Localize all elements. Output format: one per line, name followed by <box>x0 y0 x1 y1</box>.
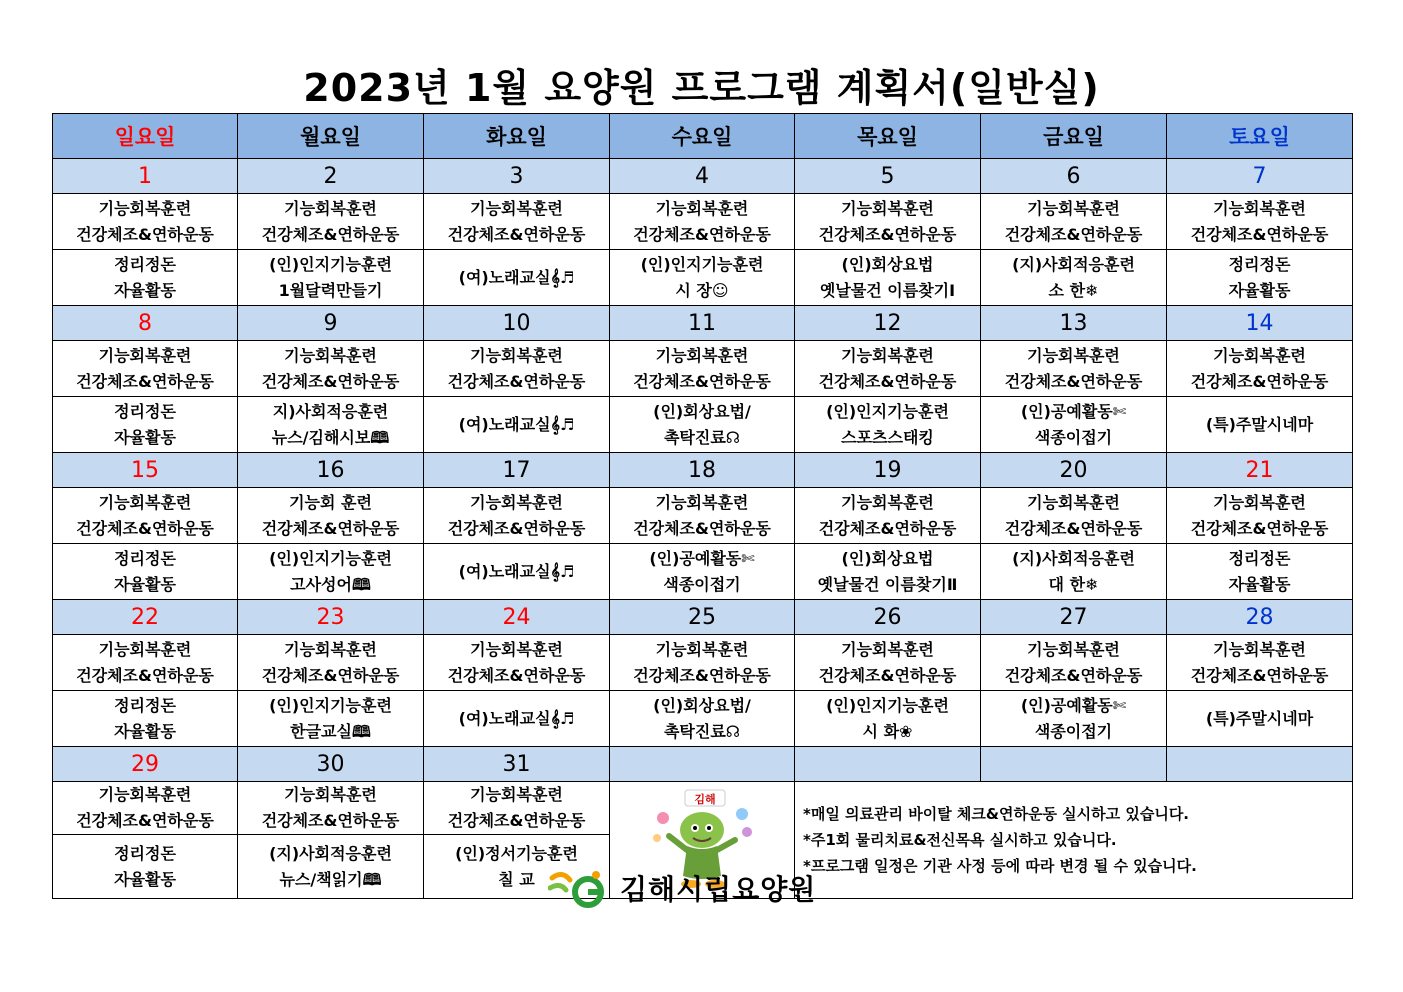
activity-cell-afternoon <box>424 397 610 453</box>
activity-line: (인)인지기능훈련 <box>826 695 949 715</box>
activity-cell-afternoon <box>610 397 795 453</box>
activity-line: 정리정돈 <box>114 254 176 274</box>
activity-line: 건강체조&연하운동 <box>261 371 400 391</box>
activity-line: 건강체조&연하운동 <box>447 371 586 391</box>
weekday-tuesday: 화요일 <box>424 114 610 159</box>
activity-cell-afternoon <box>1167 691 1353 747</box>
activity-cell-morning <box>610 194 795 250</box>
activity-line: (특)주말시네마 <box>1205 414 1314 434</box>
activity-cell-morning <box>981 488 1167 544</box>
activity-line: (여)노래교실𝄞♬ <box>458 708 575 728</box>
note-line: *주1회 물리치료&전신목욕 실시하고 있습니다. <box>803 831 1117 849</box>
activity-line: 1월달력만들기 <box>278 280 383 300</box>
activity-line: 촉탁진료☊ <box>663 427 741 447</box>
empty-date-cell <box>1167 747 1353 782</box>
activity-line: 기능회복훈련 <box>655 198 749 218</box>
date-cell: 14 <box>1167 306 1353 341</box>
date-cell: 9 <box>238 306 424 341</box>
date-cell: 28 <box>1167 600 1353 635</box>
activity-line: 자율활동 <box>1228 574 1291 594</box>
activity-cell-morning <box>795 341 981 397</box>
activity-line: 건강체조&연하운동 <box>1190 518 1329 538</box>
activity-line: 기능회복훈련 <box>470 492 563 512</box>
date-cell: 7 <box>1167 159 1353 194</box>
activity-line: 건강체조&연하운동 <box>1004 665 1143 685</box>
activity-line: 기능회복훈련 <box>655 639 749 659</box>
date-cell: 6 <box>981 159 1167 194</box>
date-cell: 30 <box>238 747 424 782</box>
date-row <box>53 600 1353 635</box>
activity-cell-morning <box>981 194 1167 250</box>
activity-cell-afternoon <box>238 691 424 747</box>
activity-line: 자율활동 <box>114 427 176 447</box>
activity-line: 한글교실🕮 <box>290 721 371 741</box>
calendar-table <box>52 113 1353 899</box>
weekday-thursday: 목요일 <box>795 114 981 159</box>
activity-line: 기능회복훈련 <box>284 639 377 659</box>
date-cell: 23 <box>238 600 424 635</box>
activity-line: 자율활동 <box>114 721 176 741</box>
activity-line: 기능회복훈련 <box>284 198 377 218</box>
activity-line: (인)공예활동✄ <box>1020 695 1127 715</box>
activity-line: 건강체조&연하운동 <box>1190 665 1329 685</box>
date-row <box>53 159 1353 194</box>
date-cell: 17 <box>424 453 610 488</box>
activity-line: 건강체조&연하운동 <box>818 665 957 685</box>
activity-cell-afternoon <box>53 397 238 453</box>
date-cell: 31 <box>424 747 610 782</box>
activity-line: 건강체조&연하운동 <box>818 224 957 244</box>
activity-line: 기능회복훈련 <box>98 492 192 512</box>
activity-line: 기능회복훈련 <box>1213 639 1306 659</box>
activity-cell-morning <box>610 635 795 691</box>
activity-line: 기능회복훈련 <box>841 345 934 365</box>
activity-line: 기능회복훈련 <box>1213 492 1306 512</box>
mascot-sign-text: 김해 <box>694 793 716 806</box>
activity-cell-morning <box>1167 194 1353 250</box>
activity-cell-afternoon <box>53 544 238 600</box>
activity-line: 소 한❄ <box>1048 280 1099 300</box>
empty-date-cell <box>610 747 795 782</box>
activity-line: 건강체조&연하운동 <box>633 665 771 685</box>
notes-cell <box>795 782 1353 899</box>
activity-line: 기능회복훈련 <box>470 785 563 804</box>
date-row <box>53 306 1353 341</box>
activity-line: 지)사회적응훈련 <box>272 401 389 421</box>
activity-line: (여)노래교실𝄞♬ <box>458 414 575 434</box>
date-cell: 1 <box>53 159 238 194</box>
date-cell: 8 <box>53 306 238 341</box>
activity-line: 자율활동 <box>114 280 176 300</box>
activity-cell-morning <box>795 194 981 250</box>
activity-line: 기능회복훈련 <box>841 492 934 512</box>
activity-line: 건강체조&연하운동 <box>447 518 586 538</box>
date-cell: 16 <box>238 453 424 488</box>
activity-line: 기능회복훈련 <box>1027 492 1120 512</box>
weekday-sunday: 일요일 <box>53 114 238 159</box>
activity-line: (인)인지기능훈련 <box>269 548 392 568</box>
activity-cell-morning <box>53 341 238 397</box>
activity-line: 기능회복훈련 <box>1027 198 1120 218</box>
date-cell: 22 <box>53 600 238 635</box>
activity-line: 건강체조&연하운동 <box>261 811 400 830</box>
activity-line: (인)공예활동✄ <box>649 548 755 568</box>
activity-cell-afternoon <box>795 691 981 747</box>
activity-line: (인)정서기능훈련 <box>455 843 578 863</box>
note-line: *프로그램 일정은 기관 사정 등에 따라 변경 될 수 있습니다. <box>803 857 1197 875</box>
activity-line: 자율활동 <box>1228 280 1291 300</box>
activity-line: (인)회상요법 <box>841 254 934 274</box>
activity-line: 정리정돈 <box>1228 548 1291 568</box>
activity-line: 건강체조&연하운동 <box>1004 371 1143 391</box>
activity-line: 옛날물건 이름찾기Ⅱ <box>817 574 958 594</box>
activity-cell-afternoon <box>53 691 238 747</box>
activity-line: (인)인지기능훈련 <box>269 695 392 715</box>
activity-cell-morning <box>610 488 795 544</box>
activity-line: (인)인지기능훈련 <box>269 254 392 274</box>
activity-cell-morning <box>424 341 610 397</box>
date-cell: 26 <box>795 600 981 635</box>
activity-line: 자율활동 <box>114 869 176 889</box>
activity-line: 기능회복훈련 <box>98 198 192 218</box>
activity-row <box>53 341 1353 397</box>
activity-cell-afternoon <box>238 544 424 600</box>
activity-line: 기능회복훈련 <box>1027 639 1120 659</box>
activity-cell-afternoon <box>981 397 1167 453</box>
weekday-saturday: 토요일 <box>1167 114 1353 159</box>
activity-line: 고사성어🕮 <box>290 574 371 594</box>
activity-cell-afternoon <box>1167 397 1353 453</box>
date-cell: 18 <box>610 453 795 488</box>
activity-line: 기능회복훈련 <box>98 785 192 804</box>
weekday-header-row <box>53 114 1353 159</box>
date-cell: 21 <box>1167 453 1353 488</box>
activity-line: 건강체조&연하운동 <box>447 224 586 244</box>
activity-line: 기능회복훈련 <box>470 345 563 365</box>
activity-line: 기능회복훈련 <box>470 639 563 659</box>
activity-line: 건강체조&연하운동 <box>818 371 957 391</box>
activity-line: 정리정돈 <box>1228 254 1291 274</box>
date-cell: 15 <box>53 453 238 488</box>
activity-line: 기능회복훈련 <box>1213 198 1306 218</box>
activity-line: 뉴스/책읽기🕮 <box>279 869 382 889</box>
activity-cell-morning <box>795 635 981 691</box>
activity-line: 색종이접기 <box>1034 427 1113 447</box>
activity-cell-morning <box>795 488 981 544</box>
activity-line: 기능회복훈련 <box>284 785 377 804</box>
activity-line: 건강체조&연하운동 <box>447 811 586 830</box>
activity-line: 건강체조&연하운동 <box>76 665 214 685</box>
activity-cell-morning <box>238 635 424 691</box>
activity-cell-afternoon <box>424 250 610 306</box>
activity-line: 건강체조&연하운동 <box>447 665 586 685</box>
gimhae-logo-icon <box>548 868 612 908</box>
activity-line: 건강체조&연하운동 <box>1004 224 1143 244</box>
activity-line: (여)노래교실𝄞♬ <box>458 267 575 287</box>
activity-cell-morning <box>424 782 610 835</box>
empty-date-cell <box>795 747 981 782</box>
activity-cell-afternoon <box>795 250 981 306</box>
activity-cell-morning <box>424 488 610 544</box>
activity-line: 건강체조&연하운동 <box>261 665 400 685</box>
date-cell: 24 <box>424 600 610 635</box>
activity-line: 정리정돈 <box>114 843 176 863</box>
activity-line: 기능회복훈련 <box>1027 345 1120 365</box>
empty-date-cell <box>981 747 1167 782</box>
activity-cell-afternoon <box>238 835 424 899</box>
activity-line: 시 장☺ <box>675 280 729 300</box>
activity-line: 건강체조&연하운동 <box>1004 518 1143 538</box>
activity-cell-afternoon <box>981 544 1167 600</box>
activity-cell-afternoon <box>424 691 610 747</box>
date-cell: 29 <box>53 747 238 782</box>
activity-line: (인)인지기능훈련 <box>826 401 949 421</box>
activity-row <box>53 635 1353 691</box>
date-cell: 12 <box>795 306 981 341</box>
activity-line: 기능회복훈련 <box>841 639 934 659</box>
activity-cell-afternoon <box>981 691 1167 747</box>
activity-cell-morning <box>981 635 1167 691</box>
activity-cell-morning <box>1167 341 1353 397</box>
date-cell: 20 <box>981 453 1167 488</box>
activity-line: 색종이접기 <box>1034 721 1113 741</box>
activity-cell-afternoon <box>53 835 238 899</box>
date-cell: 27 <box>981 600 1167 635</box>
activity-line: 기능회복훈련 <box>1213 345 1306 365</box>
weekday-wednesday: 수요일 <box>610 114 795 159</box>
activity-cell-morning <box>1167 635 1353 691</box>
activity-line: (지)사회적응훈련 <box>269 843 392 863</box>
activity-cell-morning <box>238 341 424 397</box>
activity-cell-afternoon <box>238 397 424 453</box>
activity-line: (특)주말시네마 <box>1205 708 1314 728</box>
activity-cell-afternoon <box>1167 250 1353 306</box>
weekday-monday: 월요일 <box>238 114 424 159</box>
activity-line: 건강체조&연하운동 <box>76 371 214 391</box>
activity-cell-afternoon <box>795 397 981 453</box>
activity-line: 색종이접기 <box>663 574 741 594</box>
activity-cell-morning <box>53 782 238 835</box>
activity-line: 건강체조&연하운동 <box>76 224 214 244</box>
weekday-friday: 금요일 <box>981 114 1167 159</box>
activity-line: (지)사회적응훈련 <box>1012 254 1135 274</box>
activity-line: 건강체조&연하운동 <box>633 518 771 538</box>
activity-line: 기능회복훈련 <box>284 345 377 365</box>
activity-line: 정리정돈 <box>114 548 176 568</box>
activity-cell-morning <box>53 488 238 544</box>
date-cell: 11 <box>610 306 795 341</box>
activity-cell-afternoon <box>1167 544 1353 600</box>
activity-cell-morning <box>238 488 424 544</box>
activity-cell-afternoon <box>610 544 795 600</box>
activity-cell-morning <box>424 194 610 250</box>
activity-line: 건강체조&연하운동 <box>261 224 400 244</box>
activity-line: 시 화❀ <box>862 721 913 741</box>
date-row <box>53 747 1353 782</box>
date-cell: 10 <box>424 306 610 341</box>
date-cell: 25 <box>610 600 795 635</box>
activity-line: 스포츠스태킹 <box>841 427 934 447</box>
note-line: *매일 의료관리 바이탈 체크&연하운동 실시하고 있습니다. <box>803 805 1190 823</box>
activity-line: 건강체조&연하운동 <box>818 518 957 538</box>
activity-cell-afternoon <box>981 250 1167 306</box>
activity-row <box>53 544 1353 600</box>
activity-cell-morning <box>610 341 795 397</box>
activity-cell-afternoon <box>424 544 610 600</box>
activity-row <box>53 782 1353 835</box>
activity-line: 건강체조&연하운동 <box>76 811 214 830</box>
date-cell: 19 <box>795 453 981 488</box>
activity-cell-morning <box>238 782 424 835</box>
activity-line: (인)인지기능훈련 <box>640 254 764 274</box>
activity-row <box>53 250 1353 306</box>
activity-line: 기능회복훈련 <box>98 639 192 659</box>
activity-line: 칠 교 <box>498 869 535 889</box>
activity-cell-morning <box>238 194 424 250</box>
activity-cell-afternoon <box>795 544 981 600</box>
activity-line: 건강체조&연하운동 <box>76 518 214 538</box>
activity-line: 대 한❄ <box>1048 574 1099 594</box>
activity-line: 건강체조&연하운동 <box>1190 371 1329 391</box>
activity-line: 건강체조&연하운동 <box>633 371 771 391</box>
activity-line: 촉탁진료☊ <box>663 721 741 741</box>
activity-cell-morning <box>981 341 1167 397</box>
date-row <box>53 453 1353 488</box>
activity-line: (인)회상요법 <box>841 548 934 568</box>
activity-cell-afternoon <box>238 250 424 306</box>
activity-cell-afternoon <box>610 691 795 747</box>
activity-line: 기능회복훈련 <box>470 198 563 218</box>
activity-line: 건강체조&연하운동 <box>261 518 400 538</box>
activity-line: 뉴스/김해시보🕮 <box>271 427 390 447</box>
activity-line: 건강체조&연하운동 <box>1190 224 1329 244</box>
activity-line: 기능회복훈련 <box>655 345 749 365</box>
activity-line: (여)노래교실𝄞♬ <box>458 561 575 581</box>
activity-cell-afternoon <box>610 250 795 306</box>
activity-row <box>53 397 1353 453</box>
activity-line: (인)공예활동✄ <box>1020 401 1127 421</box>
activity-row <box>53 488 1353 544</box>
activity-line: 기능회 훈련 <box>289 492 372 512</box>
activity-line: 기능회복훈련 <box>655 492 749 512</box>
date-cell: 13 <box>981 306 1167 341</box>
activity-line: (인)회상요법/ <box>653 401 751 421</box>
activity-line: 정리정돈 <box>114 695 176 715</box>
activity-row <box>53 691 1353 747</box>
activity-line: (지)사회적응훈련 <box>1012 548 1135 568</box>
activity-line: 정리정돈 <box>114 401 176 421</box>
date-cell: 5 <box>795 159 981 194</box>
activity-cell-morning <box>53 194 238 250</box>
institution-name: 김해시립요양원 <box>620 873 817 906</box>
date-cell: 4 <box>610 159 795 194</box>
activity-cell-morning <box>424 635 610 691</box>
activity-line: (인)회상요법/ <box>653 695 751 715</box>
activity-line: 옛날물건 이름찾기Ⅰ <box>819 280 956 300</box>
footer <box>548 866 868 910</box>
activity-row <box>53 194 1353 250</box>
activity-line: 자율활동 <box>114 574 176 594</box>
activity-cell-afternoon <box>53 250 238 306</box>
activity-line: 기능회복훈련 <box>98 345 192 365</box>
date-cell: 2 <box>238 159 424 194</box>
activity-line: 기능회복훈련 <box>841 198 934 218</box>
activity-cell-morning <box>53 635 238 691</box>
activity-cell-morning <box>1167 488 1353 544</box>
page-title: 2023년 1월 요양원 프로그램 계획서(일반실) <box>303 66 1100 110</box>
activity-line: 건강체조&연하운동 <box>633 224 771 244</box>
date-cell: 3 <box>424 159 610 194</box>
